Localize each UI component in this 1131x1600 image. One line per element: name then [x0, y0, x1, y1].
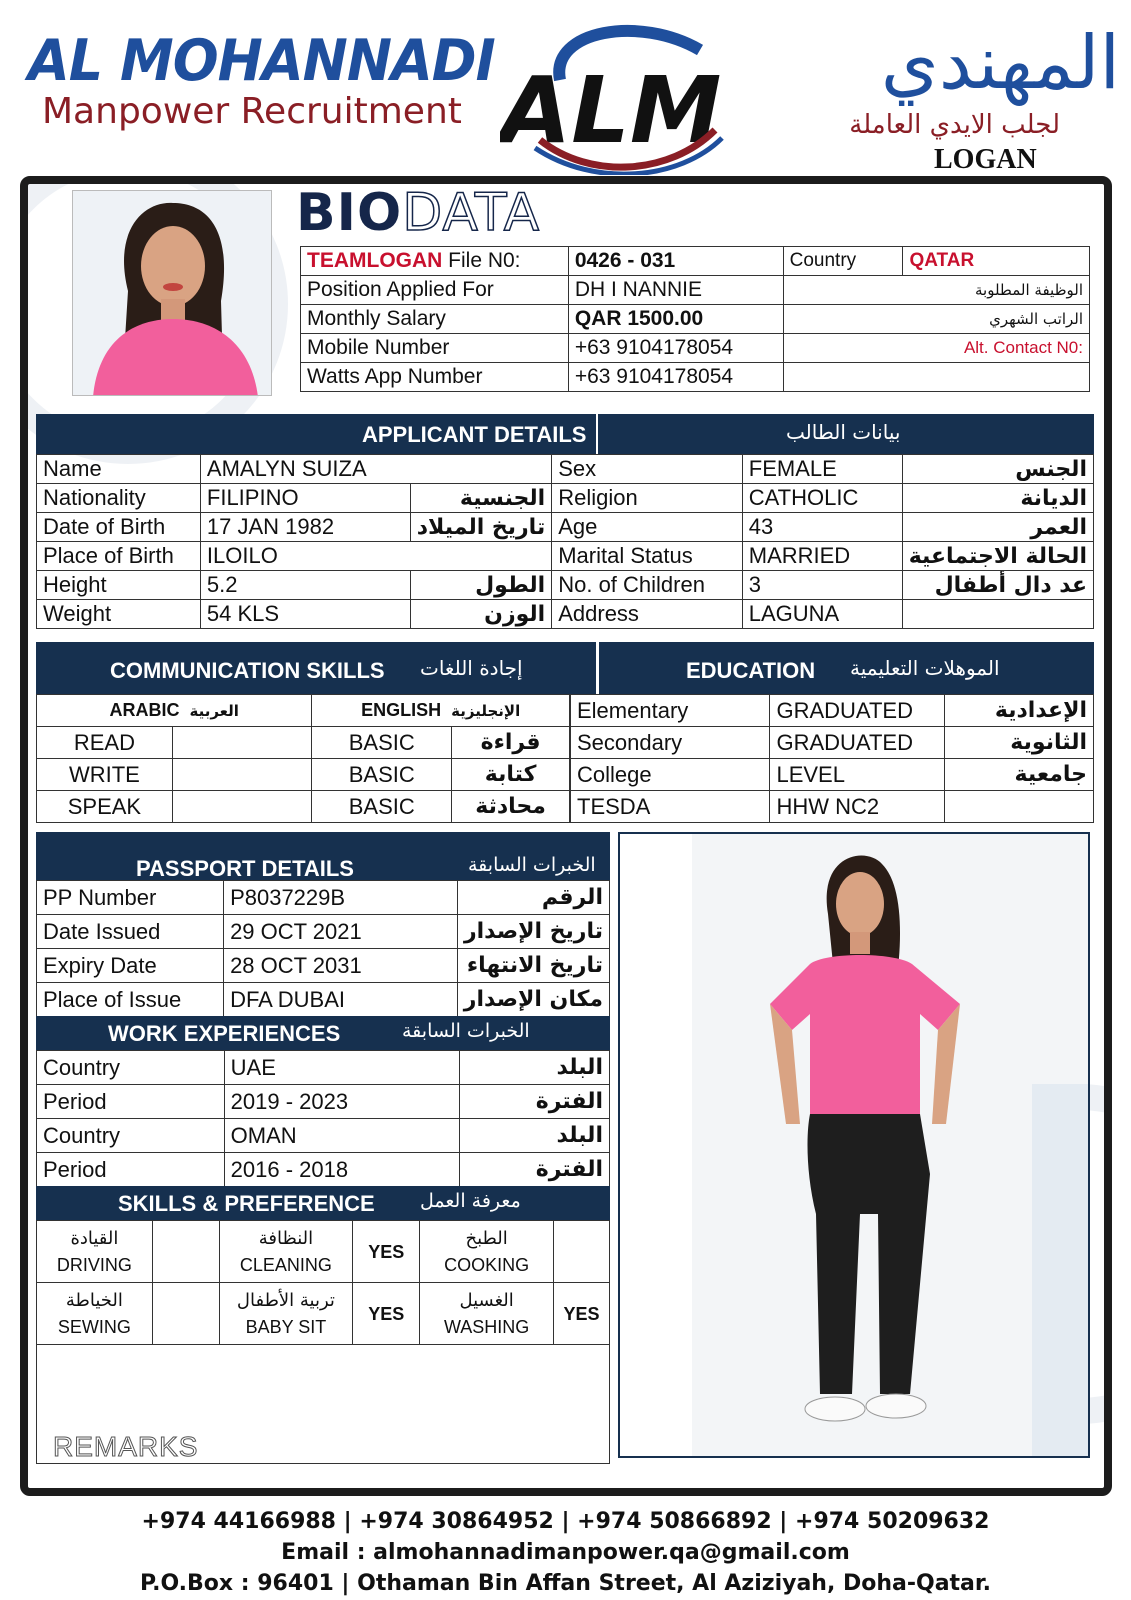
applicant-field-label-arabic: العمر — [902, 513, 1093, 542]
communication-title: COMMUNICATION SKILLS — [110, 658, 385, 683]
passport-field-label-arabic: تاريخ الانتهاء — [457, 949, 609, 983]
table-row — [37, 915, 610, 949]
education-status-value: GRADUATED — [770, 727, 945, 759]
table-row — [37, 1119, 610, 1153]
top-info-table — [300, 246, 1090, 392]
file-number-label — [301, 247, 569, 276]
file-number-value: 0426 - 031 — [568, 247, 783, 276]
passport-field-value: 28 OCT 2031 — [224, 949, 458, 983]
communication-title-arabic: إجادة اللغات — [420, 656, 523, 680]
company-name-arabic: المهندي — [880, 20, 1120, 106]
table-row — [571, 695, 1094, 727]
education-level-label: Elementary — [571, 695, 770, 727]
applicant-field-label: Date of Birth — [37, 513, 201, 542]
skill-label — [37, 1283, 153, 1345]
applicant-field-label: No. of Children — [552, 571, 743, 600]
country-label: Country — [783, 247, 903, 276]
work-experience-field-label: Country — [37, 1051, 225, 1085]
applicant-field-value: 5.2 — [200, 571, 410, 600]
education-status-value: HHW NC2 — [770, 791, 945, 823]
passport-field-label: PP Number — [37, 881, 224, 915]
skill-label — [219, 1221, 353, 1283]
country-value: QATAR — [903, 247, 1090, 276]
table-row — [37, 949, 610, 983]
education-level-label-arabic — [945, 791, 1094, 823]
table-row — [37, 1153, 610, 1187]
table-row — [301, 305, 1090, 334]
applicant-field-value: FILIPINO — [200, 484, 410, 513]
skills-preference-title: SKILLS & PREFERENCE — [118, 1191, 375, 1216]
skills-preference-title-arabic: معرفة العمل — [420, 1190, 521, 1212]
company-subtitle: Manpower Recruitment — [42, 91, 462, 132]
header-divider — [596, 642, 599, 694]
table-row — [301, 334, 1090, 363]
table-row — [37, 455, 1094, 484]
skill-label-english: CLEANING — [239, 1254, 332, 1275]
company-subtitle-arabic: لجلب الايدي العاملة — [849, 110, 1060, 140]
branch-name: LOGAN — [934, 144, 1037, 175]
skills-preference-header — [36, 1186, 610, 1220]
education-level-label-arabic: جامعية — [945, 759, 1094, 791]
skill-label-arabic: الخياطة — [65, 1289, 123, 1311]
applicant-field-label: Marital Status — [552, 542, 743, 571]
table-row — [37, 1283, 610, 1345]
english-label-arabic: الإنجليزية — [451, 702, 521, 720]
remarks-label: REMARKS — [53, 1431, 199, 1462]
english-header — [312, 695, 570, 727]
education-level-label: TESDA — [571, 791, 770, 823]
work-experience-table — [36, 1050, 610, 1187]
communication-skills-table — [36, 694, 570, 823]
passport-details-header — [36, 832, 610, 880]
skill-value: YES — [353, 1283, 420, 1345]
work-experience-field-label-arabic: البلد — [460, 1119, 610, 1153]
skill-label-english: COOKING — [444, 1254, 530, 1275]
skill-label-english: DRIVING — [56, 1254, 132, 1275]
work-experience-title: WORK EXPERIENCES — [108, 1021, 341, 1046]
title-data: DATA — [402, 183, 541, 243]
work-experience-field-label: Country — [37, 1119, 225, 1153]
applicant-details-header — [36, 414, 1094, 454]
language-skill-label-arabic: محادثة — [452, 791, 570, 823]
work-experience-field-value: 2016 - 2018 — [224, 1153, 460, 1187]
education-level-label: College — [571, 759, 770, 791]
applicant-field-label: Name — [37, 455, 201, 484]
passport-details-table — [36, 880, 610, 1017]
arabic-label: ARABIC — [109, 700, 180, 720]
salary-label: Monthly Salary — [301, 305, 569, 334]
passport-field-label: Place of Issue — [37, 983, 224, 1017]
skill-value — [554, 1221, 610, 1283]
applicant-field-label-arabic: عد دال أطفال — [902, 571, 1093, 600]
alt-contact-label: Alt. Contact N0: — [783, 334, 1089, 363]
applicant-field-label-arabic — [902, 600, 1093, 629]
table-row — [301, 363, 1090, 392]
table-row — [37, 695, 570, 727]
passport-field-value: DFA DUBAI — [224, 983, 458, 1017]
applicant-field-label-arabic: الحالة الاجتماعية — [902, 542, 1093, 571]
table-row — [571, 759, 1094, 791]
title-bio: BIO — [296, 183, 403, 243]
education-level-label-arabic: الثانوية — [945, 727, 1094, 759]
table-row — [37, 881, 610, 915]
arabic-level-value — [172, 759, 312, 791]
arabic-level-value — [172, 791, 312, 823]
table-row — [37, 1085, 610, 1119]
work-experience-field-label-arabic: الفترة — [460, 1085, 610, 1119]
position-value: DH I NANNIE — [568, 276, 783, 305]
table-row — [37, 727, 570, 759]
language-skill-label: SPEAK — [37, 791, 173, 823]
table-row — [37, 571, 1094, 600]
education-status-value: LEVEL — [770, 759, 945, 791]
applicant-field-value: MARRIED — [742, 542, 902, 571]
education-status-value: GRADUATED — [770, 695, 945, 727]
passport-field-label: Date Issued — [37, 915, 224, 949]
work-experience-field-value: UAE — [224, 1051, 460, 1085]
table-row — [37, 513, 1094, 542]
applicant-field-value: 43 — [742, 513, 902, 542]
english-level-value: BASIC — [312, 791, 452, 823]
skill-label-english: WASHING — [443, 1316, 530, 1337]
skill-label — [420, 1221, 554, 1283]
work-experience-field-label-arabic: الفترة — [460, 1153, 610, 1187]
alm-logo — [500, 20, 740, 175]
passport-field-label-arabic: الرقم — [457, 881, 609, 915]
header-divider — [596, 414, 598, 454]
applicant-field-value: AMALYN SUIZA — [200, 455, 551, 484]
applicant-field-label: Height — [37, 571, 201, 600]
table-row — [37, 791, 570, 823]
passport-details-title: PASSPORT DETAILS — [136, 856, 354, 881]
remarks-box — [36, 1344, 610, 1464]
skill-label-english: BABY SIT — [245, 1316, 327, 1337]
work-experience-header — [36, 1016, 610, 1050]
team-brand: TEAMLOGAN — [307, 249, 443, 272]
table-row — [301, 247, 1090, 276]
passport-details-title-arabic: الخبرات السابقة — [468, 854, 596, 876]
applicant-field-label: Address — [552, 600, 743, 629]
language-skill-label-arabic: قراءة — [452, 727, 570, 759]
file-label: File N0: — [442, 249, 521, 272]
language-skill-label: WRITE — [37, 759, 173, 791]
table-row — [571, 727, 1094, 759]
applicant-field-value: 54 KLS — [200, 600, 410, 629]
skill-label-english: SEWING — [57, 1316, 131, 1337]
applicant-details-title-arabic: بيانات الطالب — [786, 420, 901, 444]
work-experience-field-label: Period — [37, 1153, 225, 1187]
skill-value: YES — [353, 1221, 420, 1283]
table-row — [37, 1051, 610, 1085]
table-row — [37, 600, 1094, 629]
passport-field-value: P8037229B — [224, 881, 458, 915]
applicant-field-value: FEMALE — [742, 455, 902, 484]
applicant-field-label: Nationality — [37, 484, 201, 513]
education-level-label: Secondary — [571, 727, 770, 759]
work-experience-field-label: Period — [37, 1085, 225, 1119]
applicant-field-label-arabic: تاريخ الميلاد — [410, 513, 552, 542]
whatsapp-label: Watts App Number — [301, 363, 569, 392]
alt-contact-value — [783, 363, 1089, 392]
education-level-label-arabic: الإعدادية — [945, 695, 1094, 727]
applicant-photo-portrait — [72, 190, 272, 396]
applicant-field-value: 17 JAN 1982 — [200, 513, 410, 542]
contact-footer — [0, 1506, 1131, 1599]
applicant-details-title: APPLICANT DETAILS — [362, 422, 587, 447]
table-row — [37, 983, 610, 1017]
skill-value: YES — [554, 1283, 610, 1345]
applicant-field-value: CATHOLIC — [742, 484, 902, 513]
biodata-title — [296, 184, 540, 242]
applicant-field-label-arabic: الوزن — [410, 600, 552, 629]
english-level-value: BASIC — [312, 727, 452, 759]
education-table — [570, 694, 1094, 823]
applicant-photo-full-body — [618, 832, 1090, 1458]
table-row — [37, 1221, 610, 1283]
applicant-field-label: Age — [552, 513, 743, 542]
table-row — [37, 759, 570, 791]
logo-text: ALM — [500, 57, 722, 164]
applicant-field-label-arabic: الديانة — [902, 484, 1093, 513]
language-skill-label: READ — [37, 727, 173, 759]
company-brand-arabic — [745, 18, 1120, 138]
applicant-field-label: Weight — [37, 600, 201, 629]
whatsapp-value: +63 9104178054 — [568, 363, 783, 392]
skill-value — [152, 1221, 219, 1283]
skill-label — [37, 1221, 153, 1283]
passport-field-value: 29 OCT 2021 — [224, 915, 458, 949]
applicant-field-label-arabic: الجنسية — [410, 484, 552, 513]
work-experience-field-value: OMAN — [224, 1119, 460, 1153]
applicant-field-value: LAGUNA — [742, 600, 902, 629]
work-experience-field-label-arabic: البلد — [460, 1051, 610, 1085]
arabic-level-value — [172, 727, 312, 759]
education-title-arabic: الموهلات التعليمية — [850, 656, 1000, 680]
applicant-field-value: 3 — [742, 571, 902, 600]
applicant-field-label: Sex — [552, 455, 743, 484]
english-level-value: BASIC — [312, 759, 452, 791]
skills-education-header — [36, 642, 1094, 694]
passport-field-label-arabic: مكان الإصدار — [457, 983, 609, 1017]
applicant-field-label: Place of Birth — [37, 542, 201, 571]
footer-address: P.O.Box : 96401 | Othaman Bin Affan Street, Al Aziziyah, Doha-Qatar. — [140, 1571, 991, 1596]
applicant-field-label: Religion — [552, 484, 743, 513]
skill-label — [219, 1283, 353, 1345]
passport-field-label: Expiry Date — [37, 949, 224, 983]
arabic-header — [37, 695, 312, 727]
skill-label-arabic: الغسيل — [459, 1289, 514, 1311]
mobile-label: Mobile Number — [301, 334, 569, 363]
arabic-label-arabic: العربية — [189, 702, 239, 720]
table-row — [37, 484, 1094, 513]
applicant-field-label-arabic: الطول — [410, 571, 552, 600]
english-label: ENGLISH — [361, 700, 442, 720]
skills-preference-table — [36, 1220, 610, 1345]
mobile-value: +63 9104178054 — [568, 334, 783, 363]
position-label: Position Applied For — [301, 276, 569, 305]
education-title: EDUCATION — [686, 658, 816, 683]
position-label-arabic: الوظيفة المطلوبة — [783, 276, 1089, 305]
work-experience-title-arabic: الخبرات السابقة — [402, 1020, 530, 1042]
company-name: AL MOHANNADI — [28, 27, 495, 94]
passport-field-label-arabic: تاريخ الإصدار — [457, 915, 609, 949]
table-row — [37, 542, 1094, 571]
company-brand-english — [28, 27, 498, 132]
footer-phones: +974 44166988 | +974 30864952 | +974 50866892 | +974 50209632 — [141, 1509, 990, 1534]
skill-label-arabic: القيادة — [70, 1227, 119, 1249]
language-skill-label-arabic: كتابة — [452, 759, 570, 791]
applicant-field-label-arabic: الجنس — [902, 455, 1093, 484]
table-row — [301, 276, 1090, 305]
skill-value — [152, 1283, 219, 1345]
skill-label-arabic: الطبخ — [465, 1227, 508, 1249]
applicant-field-value: ILOILO — [200, 542, 551, 571]
skill-label-arabic: تربية الأطفال — [236, 1289, 335, 1311]
biodata-frame — [20, 176, 1112, 1496]
table-row — [571, 791, 1094, 823]
skill-label — [420, 1283, 554, 1345]
footer-email: Email : almohannadimanpower.qa@gmail.com — [281, 1540, 850, 1565]
applicant-details-table — [36, 454, 1094, 629]
work-experience-field-value: 2019 - 2023 — [224, 1085, 460, 1119]
salary-value: QAR 1500.00 — [568, 305, 783, 334]
salary-label-arabic: الراتب الشهري — [783, 305, 1089, 334]
skill-label-arabic: النظافة — [258, 1227, 314, 1249]
